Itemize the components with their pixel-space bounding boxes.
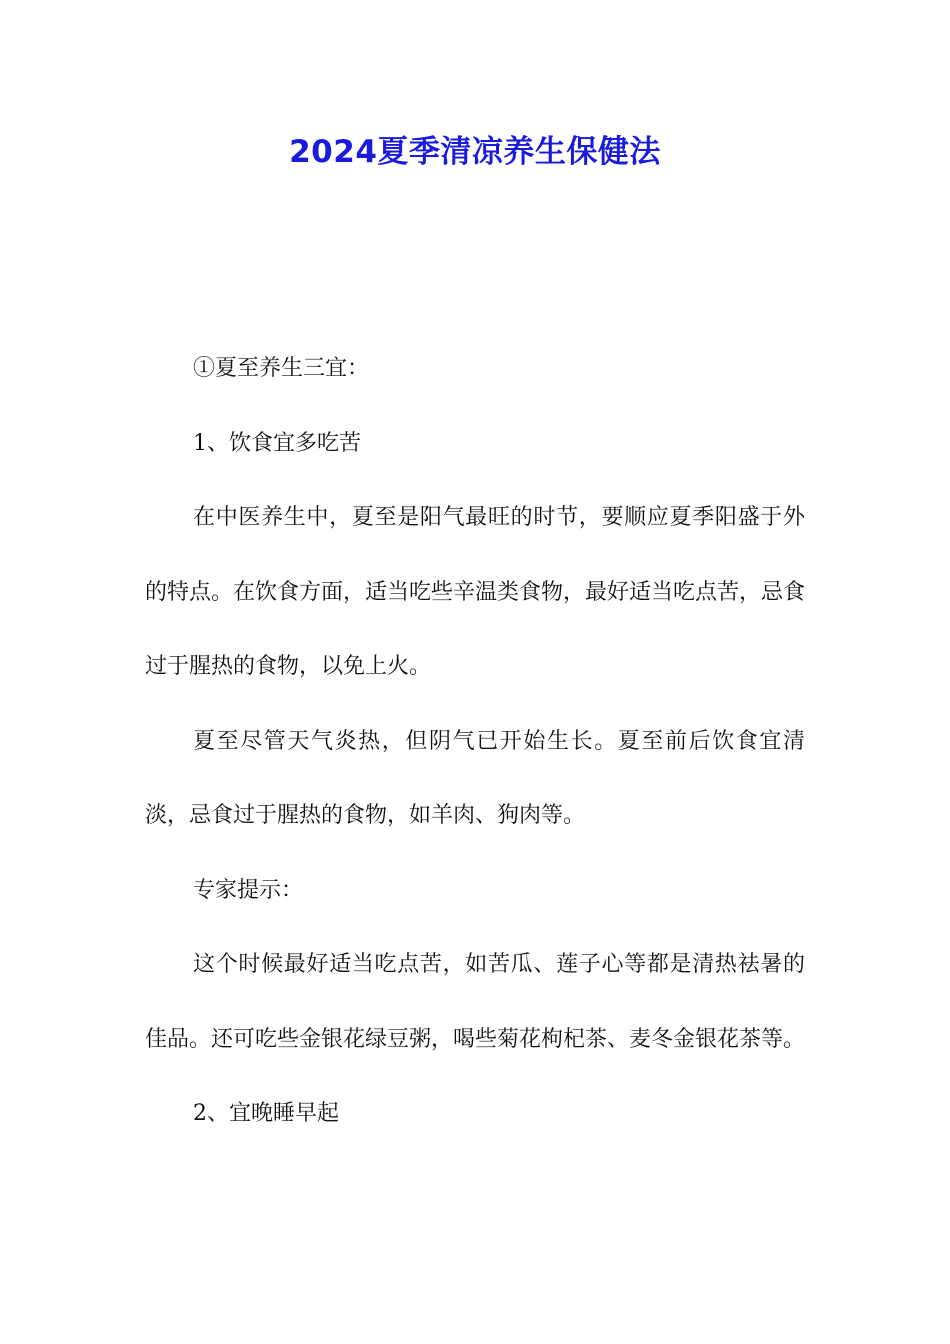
subheading-diet: 1、饮食宜多吃苦	[193, 430, 361, 456]
subheading-sleep: 2、宜晚睡早起	[193, 1101, 339, 1126]
paragraph-light-diet: 夏至尽管天气炎热，但阴气已开始生长。夏至前后饮食宜清淡，忌食过于腥热的食物，如羊肉、狗肉等。	[145, 728, 805, 828]
document-body	[145, 332, 805, 1152]
paragraph-expert-tip: 这个时候最好适当吃点苦，如苦瓜、莲子心等都是清热祛暑的佳品。还可吃些金银花绿豆粥，喝些菊花枸杞茶、麦冬金银花茶等。	[145, 952, 806, 1052]
section-heading-summer-solstice: ①夏至养生三宜：	[193, 356, 370, 381]
page-title: 2024夏季清凉养生保健法	[289, 134, 661, 170]
expert-tip-label: 专家提示：	[193, 877, 304, 903]
paragraph-tcm-diet: 在中医养生中，夏至是阳气最旺的时节，要顺应夏季阳盛于外的特点。在饮食方面，适当吃些辛温类食物，最好适当吃点苦，忌食过于腥热的食物，以免上火。	[145, 505, 806, 679]
